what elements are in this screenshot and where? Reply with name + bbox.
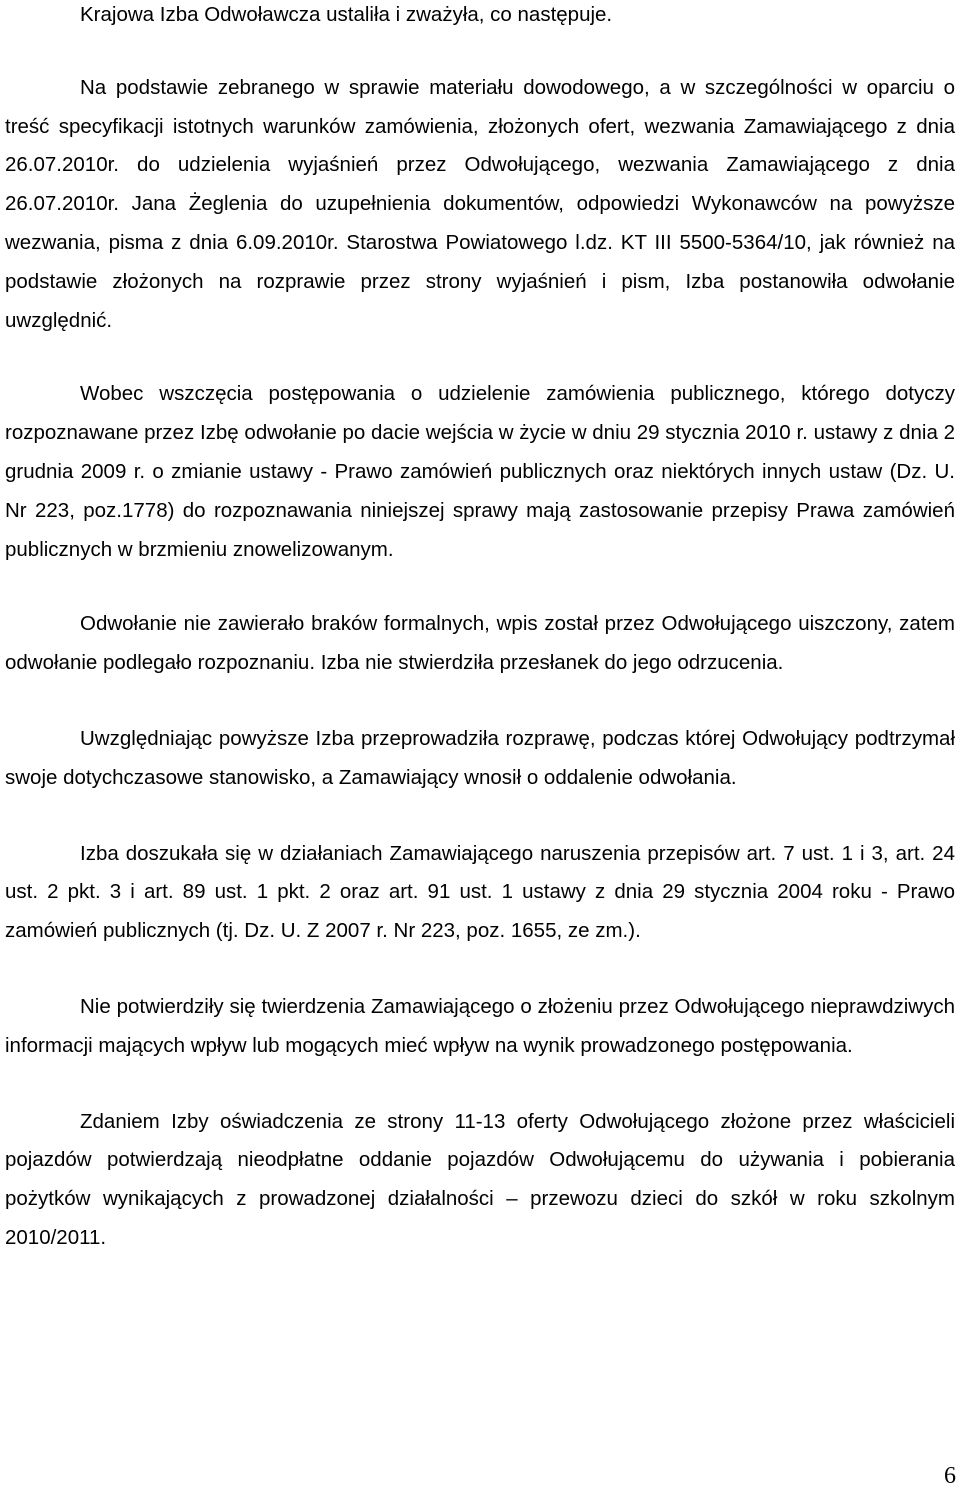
paragraph-hearing: Uwzględniając powyższe Izba przeprowadziła rozprawę, podczas której Odwołujący podtrzymał swoje dotychczasowe stanowisko, a Zamawiający wnosił o oddalenie odwołania. [5, 726, 955, 789]
page-number: 6 [944, 1463, 956, 1489]
paragraph-vehicle-statements: Zdaniem Izby oświadczenia ze strony 11-13 oferty Odwołującego złożone przez właścicieli pojazdów potwierdzają nieodpłatne oddanie pojazdów Odwołującemu do używania i pobierania pożytków wynikających z prowadzonej działalności – przewozu dzieci do szkół w roku szkolnym 2010/2011. [5, 1109, 955, 1249]
paragraph-false-information: Nie potwierdziły się twierdzenia Zamawiającego o złożeniu przez Odwołującego nieprawdziwych informacji mających wpływ lub mogących mieć wpływ na wynik prowadzonego postępowania. [5, 994, 955, 1057]
paragraph-formal-requirements: Odwołanie nie zawierało braków formalnych, wpis został przez Odwołującego uiszczony, zatem odwołanie podlegało rozpoznaniu. Izba nie stwierdziła przesłanek do jego odrzucenia. [5, 612, 955, 675]
paragraph-evidence-basis: Na podstawie zebranego w sprawie materiału dowodowego, a w szczególności w oparciu o treść specyfikacji istotnych warunków zamówienia, złożonych ofert, wezwania Zamawiającego z dnia 26.07.2010r. do udzielenia wyjaśnień przez Odwołującego, wezwania Zamawiającego z dnia 26.07.2010r. Jana Żeglenia do uzupełnienia dokumentów, odpowiedzi Wykonawców na powyższe wezwania, pisma z dnia 6.09.2010r. Starostwa Powiatowego l.dz. KT III 5500-5364/10, jak również na podstawie złożonych na rozprawie przez strony wyjaśnień i pism, Izba postanowiła odwołanie uwzględnić. [5, 75, 955, 332]
paragraph-applicable-law: Wobec wszczęcia postępowania o udzielenie zamówienia publicznego, którego dotyczy rozpoznawane przez Izbę odwołanie po dacie wejścia w życie w dniu 29 stycznia 2010 r. ustawy z dnia 2 grudnia 2009 r. o zmianie ustawy - Prawo zamówień publicznych oraz niektórych innych ustaw (Dz. U. Nr 223, poz.1778) do rozpoznawania niniejszej sprawy mają zastosowanie przepisy Prawa zamówień publicznych w brzmieniu znowelizowanym. [5, 382, 955, 561]
document-body [5, 0, 955, 1258]
intro-line: Krajowa Izba Odwoławcza ustaliła i zważyła, co następuje. [80, 3, 613, 26]
paragraph-violations: Izba doszukała się w działaniach Zamawiającego naruszenia przepisów art. 7 ust. 1 i 3, art. 24 ust. 2 pkt. 3 i art. 89 ust. 1 pkt. 2 oraz art. 91 ust. 1 ustawy z dnia 29 stycznia 2004 roku - Prawo zamówień publicznych (tj. Dz. U. Z 2007 r. Nr 223, poz. 1655, ze zm.). [5, 841, 955, 943]
